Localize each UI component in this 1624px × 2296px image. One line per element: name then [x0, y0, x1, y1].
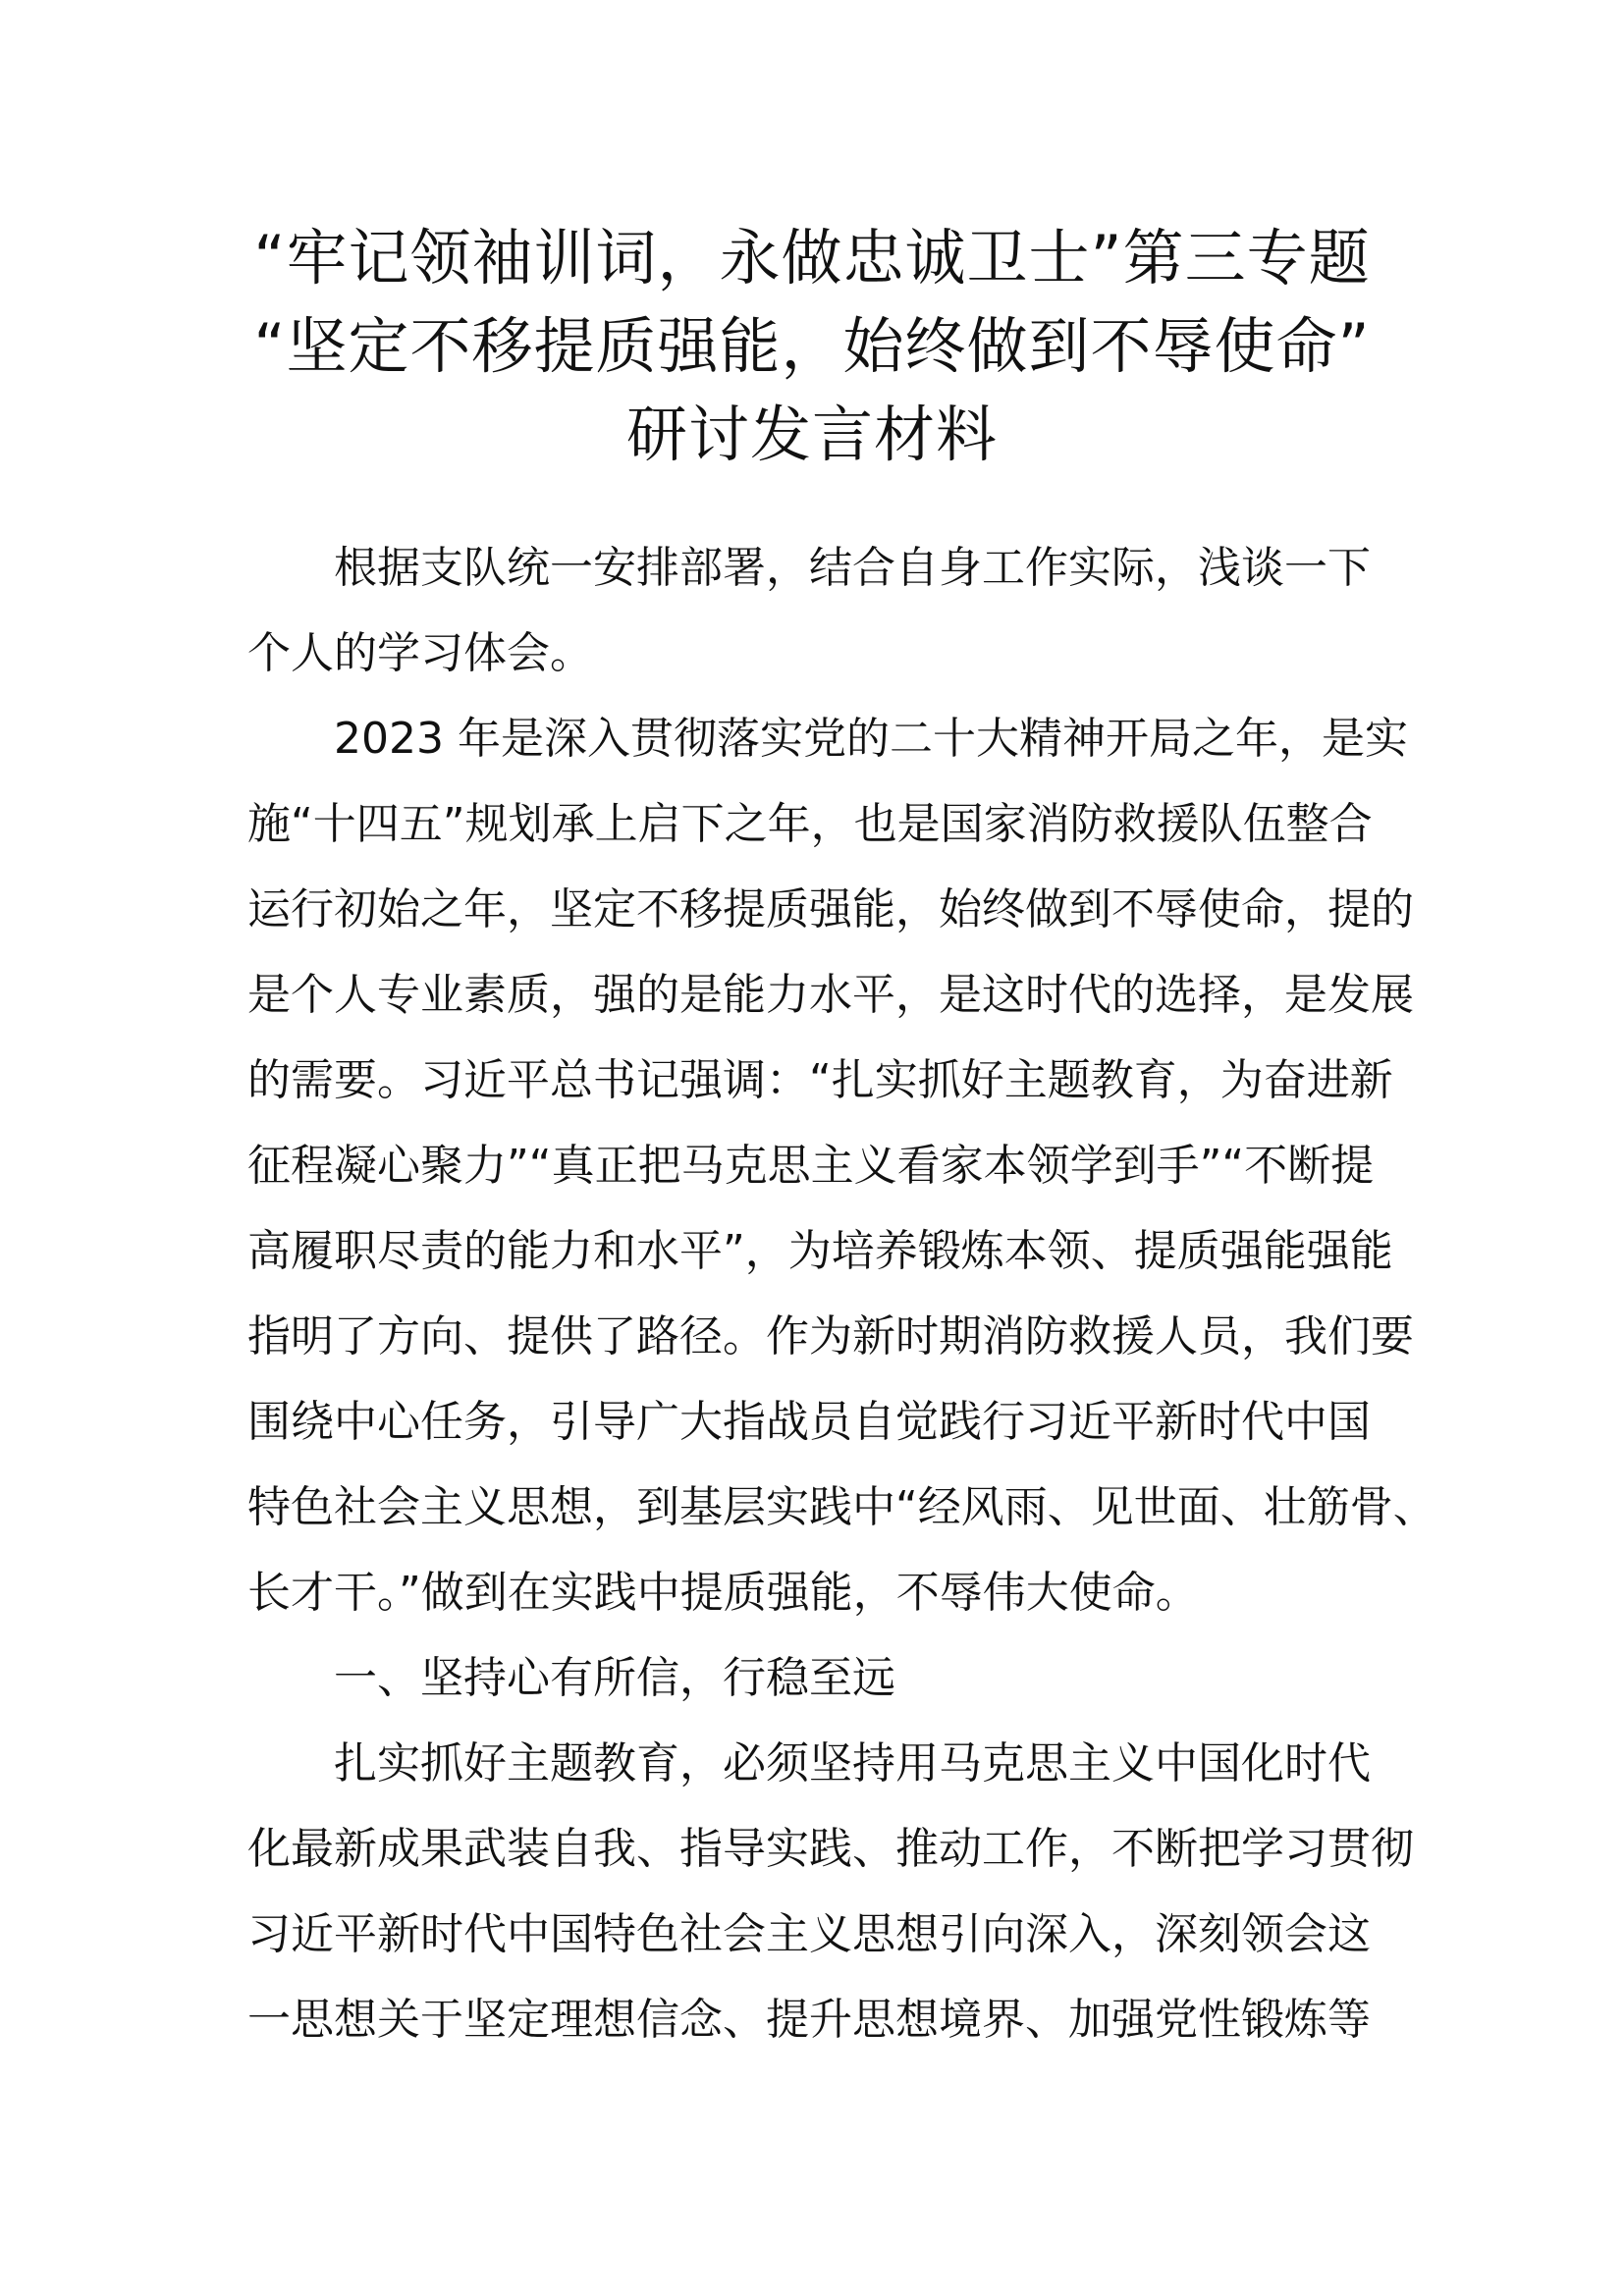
paragraph-2-line-8: 指明了方向、提供了路径。作为新时期消防救援人员，我们要	[247, 1311, 1414, 1362]
paragraph-1-line-2: 个人的学习体会。	[247, 628, 593, 678]
paragraph-2-line-6: 征程凝心聚力”“真正把马克思主义看家本领学到手”“不断提	[247, 1141, 1375, 1191]
paragraph-1-line-1: 根据支队统一安排部署，结合自身工作实际，浅谈一下	[334, 543, 1371, 593]
paragraph-2-line-11: 长才干。”做到在实践中提质强能，不辱伟大使命。	[247, 1568, 1199, 1618]
paragraph-3-line-1: 扎实抓好主题教育，必须坚持用马克思主义中国化时代	[334, 1738, 1371, 1789]
paragraph-2-line-1: 2023 年是深入贯彻落实党的二十大精神开局之年，是实	[334, 714, 1408, 764]
paragraph-2-line-3: 运行初始之年，坚定不移提质强能，始终做到不辱使命，提的	[247, 884, 1414, 934]
paragraph-2-line-4: 是个人专业素质，强的是能力水平，是这时代的选择，是发展	[247, 970, 1414, 1020]
paragraph-3-line-3: 习近平新时代中国特色社会主义思想引向深入，深刻领会这	[247, 1909, 1371, 1959]
paragraph-2-line-2: 施“十四五”规划承上启下之年，也是国家消防救援队伍整合	[247, 799, 1373, 849]
paragraph-2-line-5: 的需要。习近平总书记强调：“扎实抓好主题教育，为奋进新	[247, 1055, 1393, 1105]
document-title	[177, 214, 1447, 479]
paragraph-2-line-7: 高履职尽责的能力和水平”，为培养锻炼本领、提质强能强能	[247, 1226, 1393, 1276]
paragraph-3-line-4: 一思想关于坚定理想信念、提升思想境界、加强党性锻炼等	[247, 1995, 1371, 2045]
paragraph-3-line-2: 化最新成果武装自我、指导实践、推动工作，不断把学习贯彻	[247, 1824, 1414, 1874]
section-heading-1: 一、坚持心有所信，行稳至远	[334, 1653, 895, 1703]
paragraph-2-line-9: 围绕中心任务，引导广大指战员自觉践行习近平新时代中国	[247, 1397, 1371, 1447]
paragraph-2-line-10: 特色社会主义思想，到基层实践中“经风雨、见世面、壮筋骨、	[247, 1482, 1436, 1532]
title-line-1: “牢记领袖训词，永做忠诚卫士”第三专题	[253, 222, 1371, 294]
title-line-2: “坚定不移提质强能，始终做到不辱使命”	[253, 310, 1371, 382]
document-body	[247, 525, 1436, 2062]
title-line-3: 研讨发言材料	[625, 399, 998, 470]
